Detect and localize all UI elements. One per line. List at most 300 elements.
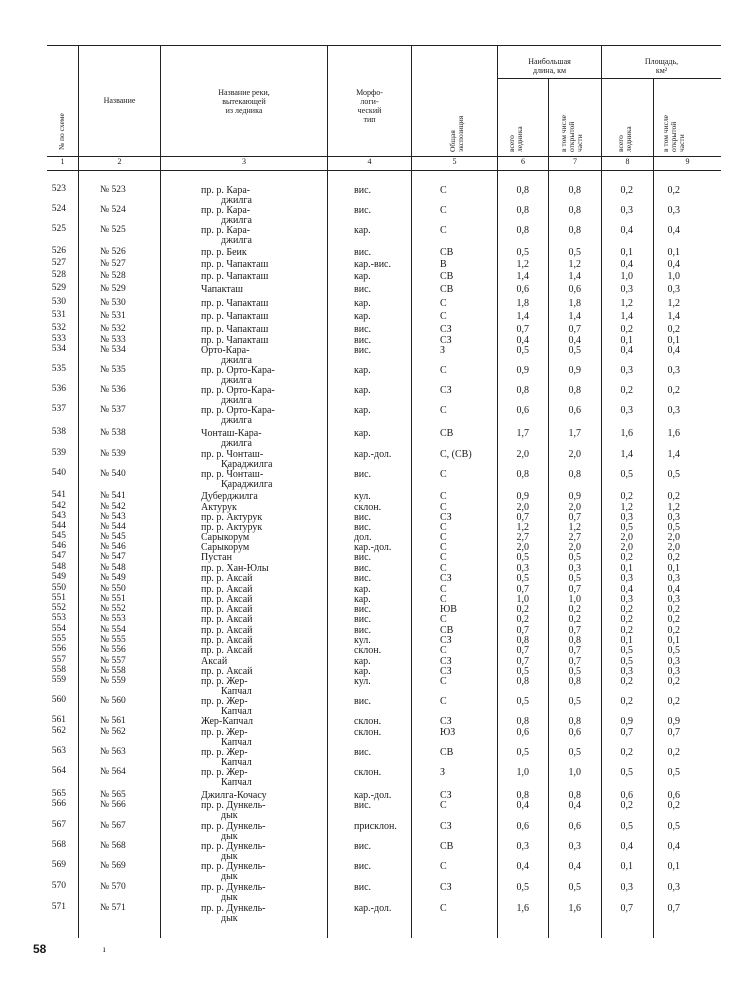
river-name-cell: пр. р. Чапакташ <box>201 324 269 335</box>
scheme-number-cell: 528 <box>51 270 66 280</box>
glacier-name-cell: № 566 <box>100 800 126 810</box>
river-name-cell: пр. р. Аксай <box>201 594 253 605</box>
area-total-cell: 0,1 <box>620 635 633 646</box>
glacier-name-cell: № 524 <box>100 205 126 215</box>
exposure-cell: С <box>440 861 447 872</box>
scheme-number-cell: 545 <box>51 531 66 541</box>
area-total-cell: 0,2 <box>620 491 633 502</box>
area-open-cell: 0,4 <box>667 259 680 270</box>
morph-type-cell: вис. <box>354 324 372 335</box>
glacier-name-cell: № 531 <box>100 311 126 321</box>
length-total-cell: 1,4 <box>516 271 529 282</box>
exposure-cell: СЗ <box>440 635 452 646</box>
length-total-cell: 0,6 <box>516 727 529 738</box>
area-open-cell: 0,2 <box>667 185 680 196</box>
glacier-name-cell: № 533 <box>100 335 126 345</box>
length-total-cell: 0,7 <box>516 512 529 523</box>
length-total-cell: 0,5 <box>516 573 529 584</box>
river-name-cell: Чонташ-Кара- джилга <box>201 428 262 449</box>
length-open-cell: 0,6 <box>568 405 581 416</box>
header-length-group: Наибольшая длина, км <box>528 57 571 75</box>
length-open-cell: 2,0 <box>568 542 581 553</box>
area-total-cell: 1,6 <box>620 428 633 439</box>
glacier-name-cell: № 551 <box>100 594 126 604</box>
length-open-cell: 1,0 <box>568 594 581 605</box>
length-total-cell: 0,8 <box>516 635 529 646</box>
scheme-number-cell: 539 <box>51 448 66 458</box>
glacier-name-cell: № 558 <box>100 666 126 676</box>
area-open-cell: 0,3 <box>667 882 680 893</box>
column-number-rule <box>47 170 721 171</box>
length-total-cell: 0,4 <box>516 800 529 811</box>
scheme-number-cell: 523 <box>51 184 66 194</box>
exposure-cell: ЮВ <box>440 604 457 615</box>
exposure-cell: З <box>440 345 446 356</box>
morph-type-cell: дол. <box>354 532 372 543</box>
area-total-cell: 0,2 <box>620 385 633 396</box>
area-open-cell: 0,2 <box>667 696 680 707</box>
area-total-cell: 0,3 <box>620 882 633 893</box>
length-total-cell: 0,6 <box>516 284 529 295</box>
glacier-name-cell: № 569 <box>100 861 126 871</box>
morph-type-cell: вис. <box>354 614 372 625</box>
length-open-cell: 0,8 <box>568 385 581 396</box>
column-number: 1 <box>60 157 65 166</box>
scheme-number-cell: 541 <box>51 490 66 500</box>
length-open-cell: 0,8 <box>568 205 581 216</box>
column-divider <box>411 45 412 938</box>
length-open-cell: 0,7 <box>568 512 581 523</box>
length-open-cell: 1,2 <box>568 522 581 533</box>
area-open-cell: 0,2 <box>667 552 680 563</box>
exposure-cell: С <box>440 491 447 502</box>
river-name-cell: пр. р. Дункель- дык <box>201 841 266 862</box>
area-total-cell: 0,3 <box>620 365 633 376</box>
morph-type-cell: кул. <box>354 676 371 687</box>
scheme-number-cell: 559 <box>51 675 66 685</box>
area-open-cell: 0,7 <box>667 727 680 738</box>
area-total-cell: 1,2 <box>620 502 633 513</box>
length-total-cell: 0,4 <box>516 861 529 872</box>
exposure-cell: С <box>440 614 447 625</box>
river-name-cell: пр. р. Чонташ- Қараджилга <box>201 469 273 490</box>
exposure-cell: С <box>440 522 447 533</box>
length-open-cell: 0,8 <box>568 635 581 646</box>
area-total-cell: 0,3 <box>620 205 633 216</box>
river-name-cell: пр. р. Аксай <box>201 584 253 595</box>
area-total-cell: 0,5 <box>620 645 633 656</box>
exposure-cell: ЮЗ <box>440 727 456 738</box>
length-open-cell: 1,7 <box>568 428 581 439</box>
river-name-cell: пр. р. Хан-Юлы <box>201 563 269 574</box>
glacier-name-cell: № 539 <box>100 449 126 459</box>
area-total-cell: 0,9 <box>620 716 633 727</box>
morph-type-cell: кар. <box>354 594 371 605</box>
area-total-cell: 0,3 <box>620 573 633 584</box>
length-total-cell: 0,5 <box>516 666 529 677</box>
exposure-cell: СЗ <box>440 385 452 396</box>
area-total-cell: 1,2 <box>620 298 633 309</box>
length-open-cell: 1,4 <box>568 271 581 282</box>
river-name-cell: пр. р. Орто-Кара- джилга <box>201 385 275 406</box>
length-total-cell: 0,7 <box>516 656 529 667</box>
glacier-name-cell: № 560 <box>100 696 126 706</box>
morph-type-cell: кар.-дол. <box>354 903 392 914</box>
glacier-name-cell: № 537 <box>100 405 126 415</box>
morph-type-cell: вис. <box>354 861 372 872</box>
column-divider <box>160 45 161 938</box>
exposure-cell: З <box>440 767 446 778</box>
area-total-cell: 0,5 <box>620 821 633 832</box>
morph-type-cell: вис. <box>354 573 372 584</box>
morph-type-cell: кар. <box>354 271 371 282</box>
exposure-cell: С <box>440 185 447 196</box>
river-name-cell: Пустан <box>201 552 232 563</box>
river-name-cell: пр. р. Орто-Кара- джилга <box>201 405 275 426</box>
header-scheme-number: № по схеме <box>57 113 66 150</box>
river-name-cell: пр. р. Жер- Капчал <box>201 747 252 768</box>
length-total-cell: 0,5 <box>516 882 529 893</box>
area-total-cell: 2,0 <box>620 532 633 543</box>
length-open-cell: 0,7 <box>568 645 581 656</box>
exposure-cell: С <box>440 225 447 236</box>
length-total-cell: 0,8 <box>516 205 529 216</box>
scheme-number-cell: 535 <box>51 364 66 374</box>
column-number: 3 <box>242 157 246 166</box>
morph-type-cell: вис. <box>354 563 372 574</box>
length-total-cell: 0,7 <box>516 324 529 335</box>
exposure-cell: С <box>440 405 447 416</box>
glacier-name-cell: № 543 <box>100 512 126 522</box>
length-open-cell: 0,5 <box>568 573 581 584</box>
scheme-number-cell: 565 <box>51 789 66 799</box>
exposure-cell: СВ <box>440 284 454 295</box>
area-total-cell: 0,2 <box>620 604 633 615</box>
river-name-cell: пр. р. Беик <box>201 247 247 258</box>
area-open-cell: 1,6 <box>667 428 680 439</box>
morph-type-cell: присклон. <box>354 821 397 832</box>
river-name-cell: пр. р. Актурук <box>201 512 263 523</box>
scheme-number-cell: 531 <box>51 310 66 320</box>
exposure-cell: СЗ <box>440 666 452 677</box>
length-open-cell: 0,6 <box>568 821 581 832</box>
area-total-cell: 0,2 <box>620 552 633 563</box>
glacier-name-cell: № 545 <box>100 532 126 542</box>
exposure-cell: С <box>440 645 447 656</box>
length-total-cell: 1,2 <box>516 259 529 270</box>
area-total-cell: 0,2 <box>620 185 633 196</box>
glacier-name-cell: № 530 <box>100 298 126 308</box>
length-open-cell: 0,8 <box>568 716 581 727</box>
morph-type-cell: вис. <box>354 335 372 346</box>
exposure-cell: С <box>440 584 447 595</box>
length-total-cell: 0,8 <box>516 225 529 236</box>
glacier-name-cell: № 561 <box>100 716 126 726</box>
length-open-cell: 0,4 <box>568 800 581 811</box>
area-open-cell: 0,3 <box>667 573 680 584</box>
glacier-name-cell: № 567 <box>100 821 126 831</box>
area-total-cell: 0,4 <box>620 345 633 356</box>
exposure-cell: СВ <box>440 271 454 282</box>
river-name-cell: пр. р. Чапакташ <box>201 271 269 282</box>
area-total-cell: 0,2 <box>620 676 633 687</box>
scheme-number-cell: 526 <box>51 246 66 256</box>
glacier-name-cell: № 565 <box>100 790 126 800</box>
morph-type-cell: кар. <box>354 666 371 677</box>
length-total-cell: 0,8 <box>516 676 529 687</box>
exposure-cell: С <box>440 552 447 563</box>
length-open-cell: 0,5 <box>568 747 581 758</box>
morph-type-cell: кар.-вис. <box>354 259 391 270</box>
scheme-number-cell: 557 <box>51 655 66 665</box>
glacier-name-cell: № 546 <box>100 542 126 552</box>
scheme-number-cell: 544 <box>51 521 66 531</box>
area-total-cell: 0,5 <box>620 522 633 533</box>
exposure-cell: С <box>440 365 447 376</box>
scheme-number-cell: 558 <box>51 665 66 675</box>
exposure-cell: СЗ <box>440 882 452 893</box>
scheme-number-cell: 538 <box>51 427 66 437</box>
area-total-cell: 0,2 <box>620 324 633 335</box>
length-open-cell: 0,8 <box>568 225 581 236</box>
scheme-number-cell: 529 <box>51 283 66 293</box>
area-total-cell: 0,4 <box>620 841 633 852</box>
exposure-cell: С <box>440 594 447 605</box>
glacier-name-cell: № 536 <box>100 385 126 395</box>
length-total-cell: 1,6 <box>516 903 529 914</box>
exposure-cell: С, (СВ) <box>440 449 472 460</box>
length-total-cell: 0,3 <box>516 563 529 574</box>
morph-type-cell: склон. <box>354 502 382 513</box>
area-open-cell: 0,2 <box>667 491 680 502</box>
length-total-cell: 0,5 <box>516 747 529 758</box>
area-open-cell: 0,1 <box>667 861 680 872</box>
glacier-name-cell: № 553 <box>100 614 126 624</box>
area-open-cell: 0,1 <box>667 335 680 346</box>
area-total-cell: 0,4 <box>620 225 633 236</box>
river-name-cell: Аксай <box>201 656 228 667</box>
scheme-number-cell: 550 <box>51 583 66 593</box>
length-open-cell: 0,5 <box>568 696 581 707</box>
area-open-cell: 0,7 <box>667 903 680 914</box>
area-total-cell: 0,4 <box>620 259 633 270</box>
morph-type-cell: вис. <box>354 882 372 893</box>
length-open-cell: 0,8 <box>568 790 581 801</box>
length-open-cell: 0,4 <box>568 861 581 872</box>
length-total-cell: 0,8 <box>516 469 529 480</box>
length-group-rule <box>497 78 721 79</box>
area-open-cell: 0,2 <box>667 614 680 625</box>
river-name-cell: Орто-Кара- джилга <box>201 345 252 366</box>
river-name-cell: Джилга-Кочасу <box>201 790 267 801</box>
area-open-cell: 0,4 <box>667 345 680 356</box>
river-name-cell: пр. р. Чапакташ <box>201 259 269 270</box>
scheme-number-cell: 551 <box>51 593 66 603</box>
glacier-name-cell: № 562 <box>100 727 126 737</box>
morph-type-cell: кар. <box>354 225 371 236</box>
column-number: 5 <box>452 157 457 166</box>
exposure-cell: СВ <box>440 747 454 758</box>
length-total-cell: 0,8 <box>516 385 529 396</box>
exposure-cell: СЗ <box>440 821 452 832</box>
length-total-cell: 2,7 <box>516 532 529 543</box>
column-number: 6 <box>521 157 525 166</box>
morph-type-cell: вис. <box>354 696 372 707</box>
glacier-name-cell: № 554 <box>100 625 126 635</box>
exposure-cell: С <box>440 532 447 543</box>
length-total-cell: 0,9 <box>516 365 529 376</box>
header-area-total: всего ледника <box>616 126 633 152</box>
header-length-open: в том числе открытой части <box>559 114 584 152</box>
area-total-cell: 0,3 <box>620 666 633 677</box>
length-total-cell: 0,8 <box>516 716 529 727</box>
area-open-cell: 0,2 <box>667 676 680 687</box>
length-total-cell: 0,7 <box>516 625 529 636</box>
morph-type-cell: вис. <box>354 604 372 615</box>
header-area-group: Площадь, км² <box>644 57 679 75</box>
column-number: 9 <box>685 157 690 166</box>
length-total-cell: 0,2 <box>516 614 529 625</box>
length-open-cell: 0,8 <box>568 185 581 196</box>
area-open-cell: 2,0 <box>667 542 680 553</box>
morph-type-cell: вис. <box>354 284 372 295</box>
scheme-number-cell: 534 <box>51 344 66 354</box>
area-open-cell: 0,3 <box>667 512 680 523</box>
area-open-cell: 0,3 <box>667 594 680 605</box>
morph-type-cell: вис. <box>354 522 372 533</box>
river-name-cell: пр. р. Аксай <box>201 625 253 636</box>
glacier-name-cell: № 557 <box>100 656 126 666</box>
glacier-name-cell: № 570 <box>100 882 126 892</box>
column-number: 2 <box>117 157 122 166</box>
area-open-cell: 0,3 <box>667 205 680 216</box>
length-total-cell: 1,8 <box>516 298 529 309</box>
length-open-cell: 0,9 <box>568 491 581 502</box>
morph-type-cell: вис. <box>354 345 372 356</box>
area-open-cell: 0,1 <box>667 635 680 646</box>
morph-type-cell: склон. <box>354 727 382 738</box>
length-open-cell: 0,6 <box>568 284 581 295</box>
length-open-cell: 0,5 <box>568 247 581 258</box>
length-total-cell: 0,2 <box>516 604 529 615</box>
morph-type-cell: вис. <box>354 469 372 480</box>
area-open-cell: 0,1 <box>667 247 680 258</box>
river-name-cell: пр. р. Кара- джилга <box>201 185 252 206</box>
glacier-name-cell: № 535 <box>100 365 126 375</box>
exposure-cell: СВ <box>440 428 454 439</box>
area-total-cell: 0,3 <box>620 512 633 523</box>
area-total-cell: 1,4 <box>620 311 633 322</box>
length-open-cell: 1,8 <box>568 298 581 309</box>
column-divider <box>78 45 79 938</box>
area-total-cell: 0,1 <box>620 247 633 258</box>
area-total-cell: 0,1 <box>620 335 633 346</box>
length-total-cell: 0,5 <box>516 247 529 258</box>
area-open-cell: 2,0 <box>667 532 680 543</box>
length-open-cell: 0,5 <box>568 666 581 677</box>
river-name-cell: пр. р. Чапакташ <box>201 335 269 346</box>
river-name-cell: пр. р. Чонташ- Қараджилга <box>201 449 273 470</box>
area-open-cell: 0,4 <box>667 584 680 595</box>
area-total-cell: 0,3 <box>620 405 633 416</box>
area-open-cell: 0,6 <box>667 790 680 801</box>
header-length-total: всего ледника <box>507 126 524 152</box>
exposure-cell: СЗ <box>440 573 452 584</box>
length-total-cell: 1,2 <box>516 522 529 533</box>
glacier-name-cell: № 556 <box>100 645 126 655</box>
column-number: 8 <box>625 157 630 166</box>
river-name-cell: пр. р. Дункель- дык <box>201 903 266 924</box>
exposure-cell: СЗ <box>440 324 452 335</box>
length-total-cell: 0,7 <box>516 645 529 656</box>
river-name-cell: пр. р. Жер- Капчал <box>201 676 252 697</box>
area-open-cell: 1,2 <box>667 502 680 513</box>
glacier-name-cell: № 538 <box>100 428 126 438</box>
scheme-number-cell: 561 <box>51 715 66 725</box>
length-open-cell: 0,6 <box>568 727 581 738</box>
glacier-name-cell: № 541 <box>100 491 126 501</box>
length-open-cell: 0,7 <box>568 584 581 595</box>
area-open-cell: 0,5 <box>667 645 680 656</box>
scheme-number-cell: 537 <box>51 404 66 414</box>
morph-type-cell: кар. <box>354 311 371 322</box>
header-river: Название реки, вытекающей из ледника <box>218 88 270 115</box>
area-open-cell: 0,5 <box>667 469 680 480</box>
exposure-cell: СЗ <box>440 512 452 523</box>
exposure-cell: С <box>440 469 447 480</box>
morph-type-cell: вис. <box>354 625 372 636</box>
scheme-number-cell: 555 <box>51 634 66 644</box>
glacier-name-cell: № 571 <box>100 903 126 913</box>
glacier-name-cell: № 568 <box>100 841 126 851</box>
area-total-cell: 0,2 <box>620 747 633 758</box>
length-total-cell: 0,4 <box>516 335 529 346</box>
river-name-cell: пр. р. Жер- Капчал <box>201 727 252 748</box>
header-name: Название <box>103 96 136 105</box>
table-top-rule <box>47 45 721 46</box>
scheme-number-cell: 564 <box>51 766 66 776</box>
morph-type-cell: кар. <box>354 365 371 376</box>
exposure-cell: С <box>440 298 447 309</box>
scheme-number-cell: 570 <box>51 881 66 891</box>
area-total-cell: 0,5 <box>620 767 633 778</box>
length-total-cell: 0,6 <box>516 821 529 832</box>
river-name-cell: пр. р. Кара- джилга <box>201 225 252 246</box>
river-name-cell: пр. р. Аксай <box>201 635 253 646</box>
morph-type-cell: вис. <box>354 205 372 216</box>
area-open-cell: 0,2 <box>667 324 680 335</box>
exposure-cell: СЗ <box>440 716 452 727</box>
river-name-cell: пр. р. Дункель- дык <box>201 821 266 842</box>
glacier-name-cell: № 555 <box>100 635 126 645</box>
exposure-cell: СВ <box>440 625 454 636</box>
morph-type-cell: вис. <box>354 185 372 196</box>
morph-type-cell: кул. <box>354 635 371 646</box>
area-open-cell: 0,5 <box>667 821 680 832</box>
area-open-cell: 0,9 <box>667 716 680 727</box>
morph-type-cell: вис. <box>354 512 372 523</box>
length-total-cell: 0,8 <box>516 790 529 801</box>
length-total-cell: 0,9 <box>516 491 529 502</box>
glacier-name-cell: № 527 <box>100 259 126 269</box>
morph-type-cell: кар. <box>354 428 371 439</box>
length-open-cell: 1,0 <box>568 767 581 778</box>
glacier-name-cell: № 549 <box>100 573 126 583</box>
length-total-cell: 1,0 <box>516 767 529 778</box>
area-open-cell: 0,3 <box>667 284 680 295</box>
area-total-cell: 0,2 <box>620 625 633 636</box>
river-name-cell: Актурук <box>201 502 237 513</box>
